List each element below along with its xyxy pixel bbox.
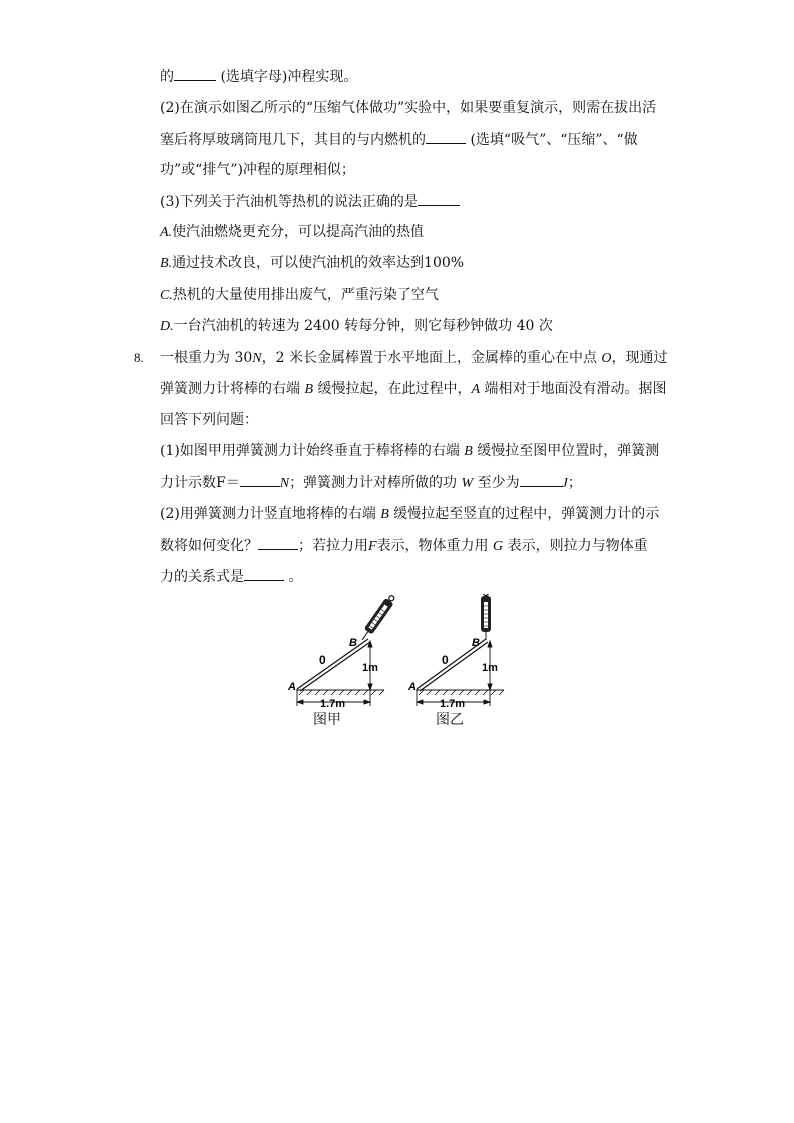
q8-text: 至少为	[473, 475, 520, 491]
q8-line-7	[160, 535, 648, 557]
q7-line-2: (2)在演示如图乙所示的“压缩气体做功”实验中，如果要重复演示，则需在拔出活	[160, 100, 657, 116]
q8-var: F	[368, 539, 377, 554]
spring-scale-icon	[358, 594, 396, 643]
q7-text: 的	[160, 69, 174, 85]
q8-text: 端相对于地面没有滑动。据图	[480, 381, 667, 397]
option-c	[160, 285, 439, 306]
ground-hatch	[296, 690, 384, 695]
label-o: 0	[319, 653, 326, 667]
figure-yi	[406, 594, 516, 712]
option-text: 热机的大量使用排出废气，严重污染了空气	[172, 287, 439, 303]
q7-line-4: 功”或“排气”)冲程的原理相似；	[160, 162, 355, 178]
option-a	[160, 222, 424, 243]
label-a: A	[408, 681, 416, 693]
q8-text: 力计示数F＝	[160, 475, 240, 491]
q7-line-3	[160, 129, 638, 150]
q8-line-2	[160, 379, 666, 400]
q8-var: B	[464, 444, 473, 459]
q7-text: 塞后将厚玻璃筒甩几下，其目的与内燃机的	[160, 132, 426, 148]
q8-var: B	[304, 382, 314, 397]
answer-blank[interactable]	[418, 191, 460, 206]
ground-hatch	[416, 690, 504, 695]
q8-text: ；若拉力用	[298, 538, 368, 554]
q8-var: G	[493, 539, 504, 554]
answer-blank[interactable]	[244, 566, 284, 581]
answer-blank[interactable]	[258, 535, 298, 550]
q8-var: B	[380, 507, 389, 522]
q7-text: (选填字母)冲程实现。	[216, 69, 358, 85]
q8-text: 数将如何变化？	[160, 538, 258, 554]
answer-blank[interactable]	[174, 66, 216, 81]
q8-var: A	[471, 382, 481, 397]
label-b: B	[472, 637, 480, 649]
q8-text: 力的关系式是	[160, 569, 244, 585]
q8-line-8	[160, 566, 302, 587]
q8-line-5	[160, 472, 582, 494]
q8-text: 缓慢拉起，在此过程中，	[313, 381, 472, 397]
option-letter: B.	[160, 256, 173, 271]
q8-var: W	[461, 476, 474, 491]
option-letter: C.	[160, 288, 173, 303]
q8-unit: N	[279, 476, 290, 491]
q8-var: O	[601, 351, 612, 366]
q8-line-1	[160, 348, 668, 369]
q8-text: (1)如图甲用弹簧测力计始终垂直于棒将棒的右端	[160, 443, 465, 459]
option-text: 通过技术改良，可以使汽油机的效率达到100%	[172, 255, 465, 271]
q8-line-3: 回答下列问题：	[160, 412, 258, 428]
question-number: 8.	[134, 350, 144, 365]
spring-scale-icon	[481, 594, 491, 640]
option-text: 一台汽油机的转速为 2400 转每分钟，则它每秒钟做功 40 次	[173, 318, 553, 334]
label-a: A	[288, 681, 296, 693]
q8-unit: N	[252, 351, 262, 366]
option-b	[160, 253, 464, 274]
label-o: 0	[442, 653, 449, 667]
option-letter: D.	[160, 319, 174, 334]
option-d	[160, 316, 553, 337]
q8-text: 弹簧测力计将棒的右端	[160, 381, 305, 397]
q8-text: 一根重力为 30	[160, 350, 253, 366]
answer-blank[interactable]	[520, 472, 562, 487]
label-base: 1.7m	[440, 698, 466, 710]
q8-line-6	[160, 504, 659, 525]
label-height: 1m	[362, 662, 378, 674]
answer-blank[interactable]	[426, 129, 466, 144]
q8-text: 缓慢拉至图甲位置时，弹簧测	[472, 443, 660, 459]
q8-text: 表示，物体重力用	[376, 538, 494, 554]
q8-text: 表示，则拉力与物体重	[503, 538, 648, 554]
q8-text: 缓慢拉起至竖直的过程中，弹簧测力计的示	[388, 506, 660, 522]
answer-blank[interactable]	[240, 472, 280, 487]
label-b: B	[349, 637, 357, 649]
q8-line-4	[160, 441, 659, 462]
label-base: 1.7m	[320, 698, 346, 710]
q8-unit: J	[561, 476, 568, 491]
option-text: 使汽油燃烧更充分，可以提高汽油的热值	[172, 224, 425, 240]
figure-caption-yi: 图乙	[436, 712, 464, 728]
figure-jia	[286, 594, 396, 712]
option-letter: A.	[160, 225, 173, 240]
q8-text: ，现通过	[611, 350, 668, 366]
q8-text: 。	[284, 569, 303, 585]
q7-text: (选填“吸气”、“压缩”、“做	[466, 132, 638, 148]
q8-text: ，2 米长金属棒置于水平地面上，金属棒的重心在中点	[261, 350, 602, 366]
q7-text: (3)下列关于汽油机等热机的说法正确的是	[160, 194, 418, 210]
q7-line-1	[160, 66, 357, 87]
q7-line-5	[160, 191, 460, 212]
metal-rod	[297, 639, 370, 691]
figure-caption-jia: 图甲	[313, 712, 341, 728]
q8-text: ；	[567, 475, 582, 491]
q8-text: ；弹簧测力计对棒所做的功	[289, 475, 462, 491]
label-height: 1m	[482, 662, 498, 674]
q8-text: (2)用弹簧测力计竖直地将棒的右端	[160, 506, 381, 522]
